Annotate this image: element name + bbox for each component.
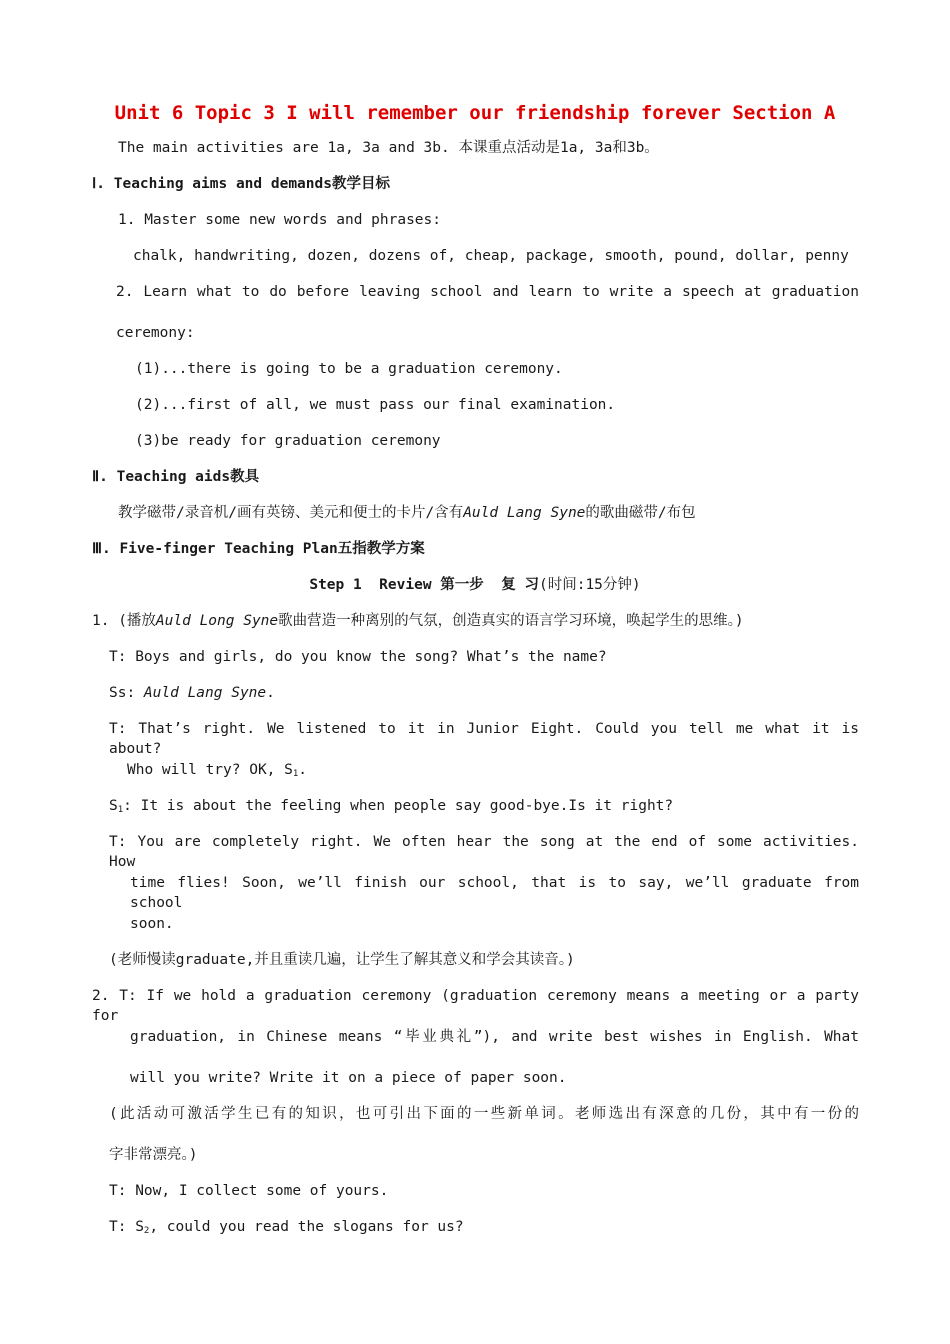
section-heading-aims: Ⅰ. Teaching aims and demands教学目标 <box>92 176 390 192</box>
dialogue-ss <box>109 683 275 703</box>
dialogue-t4: T: Now, I collect some of yours. <box>109 1183 389 1199</box>
step1-heading <box>0 575 950 595</box>
dialogue-t3: T: You are completely right. We often hear the song at the end of some activities. How <box>109 834 859 870</box>
dialogue-t5 <box>109 1217 464 1241</box>
teacher-note-2-cont: 字非常漂亮。) <box>109 1147 198 1163</box>
step1-paragraph-2-cont: graduation, in Chinese means “毕业典礼”), and write best wishes in English. What <box>130 1029 859 1045</box>
dialogue-t3-end: soon. <box>130 916 174 932</box>
step1-label: Step 1 Review 第一步 复 习 <box>309 577 539 593</box>
step1-paragraph-2: 2. T: If we hold a graduation ceremony (graduation ceremony means a meeting or a party for <box>92 988 859 1024</box>
aids-line <box>118 503 696 523</box>
t2-subscript: 1 <box>292 769 299 779</box>
t2-end: . <box>298 762 308 778</box>
s1-text: : It is about the feeling when people say good-bye.Is it right? <box>123 798 674 814</box>
step1-paragraph-2-end: will you write? Write it on a piece of paper soon. <box>130 1070 567 1086</box>
s1-label: S <box>109 798 118 814</box>
document-title: Unit 6 Topic 3 I will remember our friendship forever Section A <box>114 102 836 124</box>
dialogue-t2: T: That’s right. We listened to it in Junior Eight. Could you tell me what it is about? <box>109 721 859 757</box>
aids-text: 教学磁带/录音机/画有英镑、美元和便士的卡片/含有 <box>118 505 464 521</box>
dialogue-t2-cont <box>127 760 307 784</box>
t5-text-end: , could you read the slogans for us? <box>149 1219 464 1235</box>
aids-text-end: 的歌曲磁带/布包 <box>585 505 696 521</box>
step1-paragraph-1 <box>92 611 744 631</box>
aids-song-title: Auld Lang Syne <box>463 505 586 521</box>
aims-sub-2: (2)...first of all, we must pass our final examination. <box>135 397 616 413</box>
aims-item-1: 1. Master some new words and phrases: <box>118 212 442 228</box>
p1-text: 1. (播放 <box>92 613 156 629</box>
teacher-note-1: (老师慢读graduate,并且重读几遍，让学生了解其意义和学会其读音。) <box>109 952 575 968</box>
dialogue-t1: T: Boys and girls, do you know the song? What’s the name? <box>109 649 607 665</box>
teacher-note-2: (此活动可激活学生已有的知识，也可引出下面的一些新单词。老师选出有深意的几份，其中有一份的 <box>109 1106 859 1122</box>
p1-song-title: Auld Long Syne <box>155 613 279 629</box>
t5-subscript: 2 <box>143 1226 150 1236</box>
t2-text: Who will try? OK, S <box>127 762 293 778</box>
vocabulary-list: chalk, handwriting, dozen, dozens of, cheap, package, smooth, pound, dollar, penny <box>133 248 849 264</box>
section-heading-aids: Ⅱ. Teaching aids教具 <box>92 469 260 485</box>
dialogue-s1 <box>109 796 673 820</box>
aims-item-2-cont: ceremony: <box>116 325 195 341</box>
ss-label: Ss: <box>109 685 144 701</box>
s1-subscript: 1 <box>117 805 124 815</box>
ss-song-title: Auld Lang Syne <box>143 685 267 701</box>
step1-time: (时间:15分钟) <box>538 577 641 593</box>
aims-item-2: 2. Learn what to do before leaving school and learn to write a speech at graduation <box>116 284 859 300</box>
ss-end: . <box>266 685 275 701</box>
t5-text: T: S <box>109 1219 144 1235</box>
p1-text-end: 歌曲营造一种离别的气氛，创造真实的语言学习环境，唤起学生的思维。) <box>278 613 744 629</box>
intro-line: The main activities are 1a, 3a and 3b. 本课重点活动是1a, 3a和3b。 <box>118 140 659 156</box>
dialogue-t3-cont: time flies! Soon, we’ll finish our school, that is to say, we’ll graduate from school <box>130 875 859 911</box>
aims-sub-3: (3)be ready for graduation ceremony <box>135 433 441 449</box>
section-heading-plan: Ⅲ. Five-finger Teaching Plan五指教学方案 <box>92 541 425 557</box>
aims-sub-1: (1)...there is going to be a graduation ceremony. <box>135 361 563 377</box>
